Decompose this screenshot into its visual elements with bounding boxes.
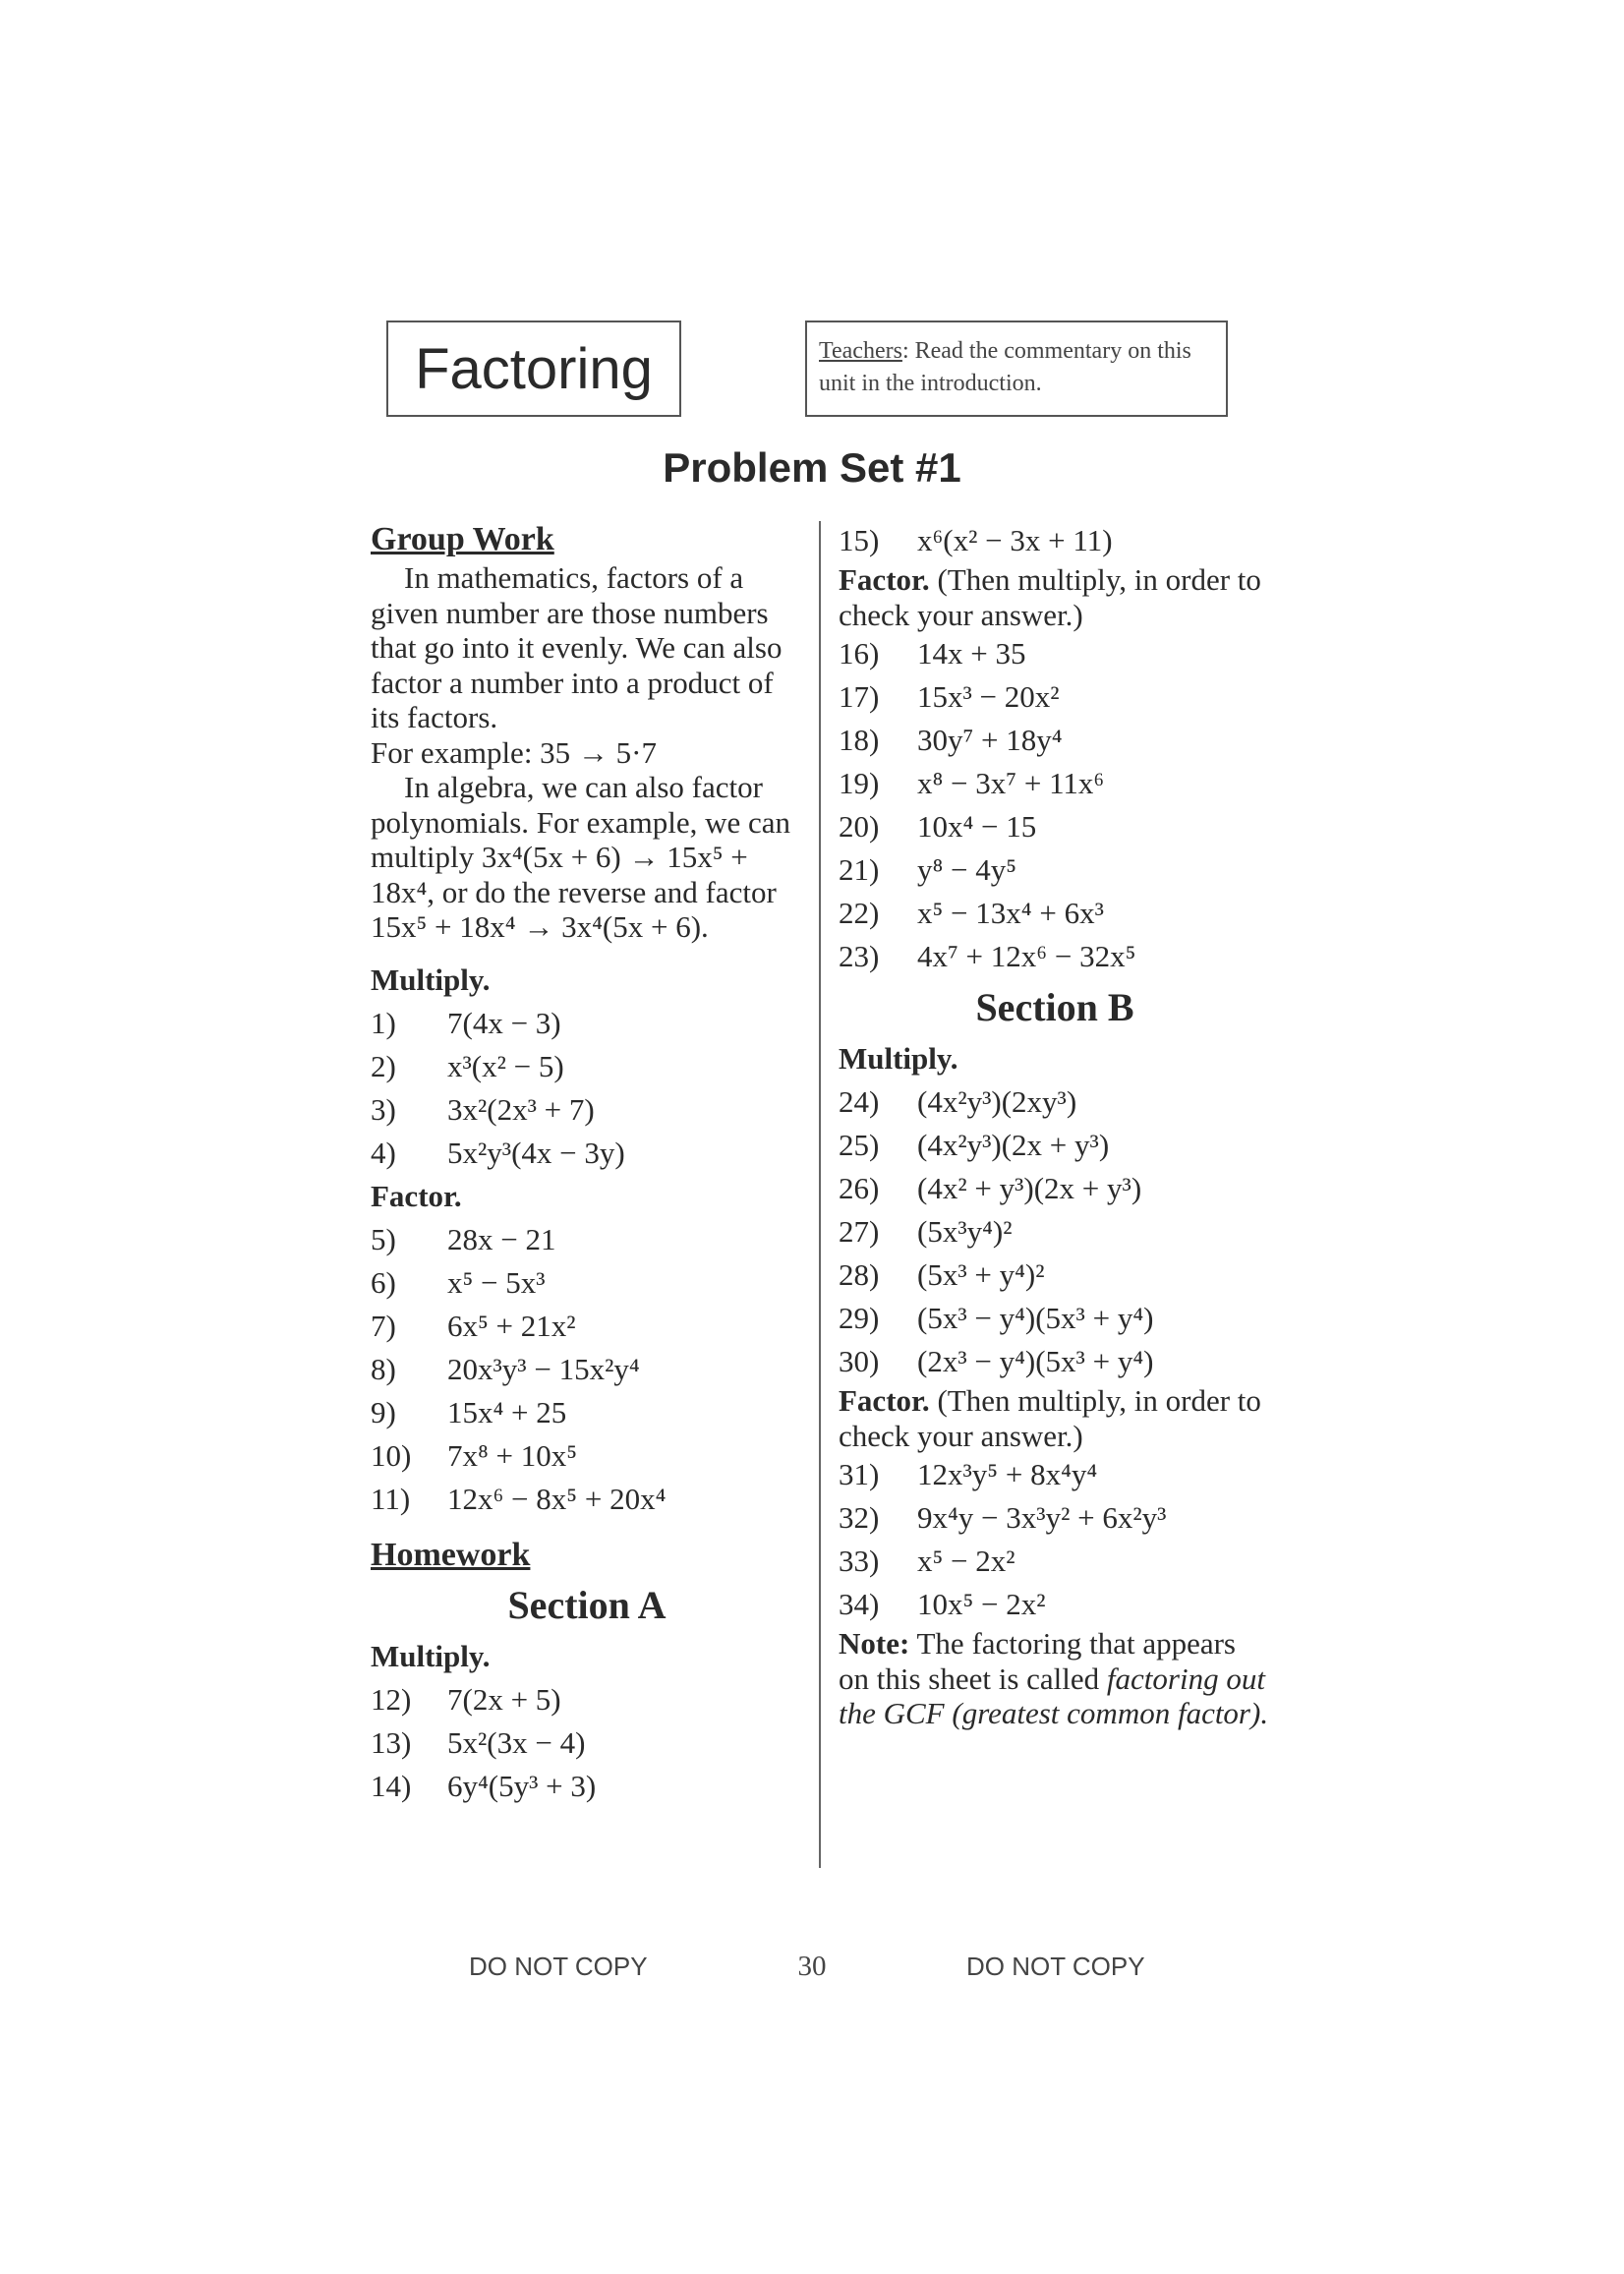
group-work-intro — [371, 560, 803, 945]
problem-item — [839, 805, 1271, 848]
teacher-note-text: : Read the commentary on this unit in the introduction. — [819, 338, 1191, 396]
problem-number: 10) — [371, 1437, 412, 1473]
problem-number: 14) — [371, 1768, 412, 1803]
problem-item — [839, 1540, 1271, 1583]
factor-instruction-2 — [839, 1383, 1271, 1453]
problem-expression: x⁵ − 5x³ — [447, 1264, 546, 1300]
problem-expression: (5x³ + y⁴)² — [917, 1257, 1045, 1293]
problem-set-heading: Problem Set #1 — [663, 444, 961, 491]
note-text: The factoring that appears on this sheet is called — [839, 1626, 1236, 1696]
problem-item — [371, 1765, 803, 1808]
problem-item — [371, 1132, 803, 1175]
group-work-heading: Group Work — [371, 521, 554, 557]
problem-expression: 7x⁸ + 10x⁵ — [447, 1437, 578, 1473]
problem-expression: 7(2x + 5) — [447, 1681, 561, 1717]
left-column — [371, 519, 803, 1808]
teacher-note — [805, 321, 1228, 417]
problem-number: 15) — [839, 523, 880, 558]
problem-number: 28) — [839, 1257, 880, 1293]
problem-expression: 15x⁴ + 25 — [447, 1394, 567, 1429]
problem-number: 30) — [839, 1344, 880, 1379]
problem-item — [371, 1678, 803, 1721]
problem-item — [839, 1167, 1271, 1210]
page-number: 30 — [797, 1951, 827, 1982]
problem-number: 6) — [371, 1264, 396, 1300]
problem-item — [371, 1088, 803, 1132]
problem-expression: 20x³y³ − 15x²y⁴ — [447, 1351, 640, 1386]
problem-item — [371, 1348, 803, 1391]
problem-expression: 9x⁴y − 3x³y² + 6x²y³ — [917, 1500, 1167, 1536]
problem-expression: x⁵ − 2x² — [917, 1544, 1015, 1579]
factor-instruction-1 — [839, 562, 1271, 632]
problem-expression: (2x³ − y⁴)(5x³ + y⁴) — [917, 1344, 1154, 1379]
problem-number: 1) — [371, 1005, 396, 1040]
problem-expression: 3x²(2x³ + 7) — [447, 1091, 595, 1127]
note-italic: factoring out the GCF (greatest common factor). — [839, 1661, 1269, 1730]
problem-number: 2) — [371, 1048, 396, 1083]
problem-number: 3) — [371, 1091, 396, 1127]
problem-expression: 12x⁶ − 8x⁵ + 20x⁴ — [447, 1481, 667, 1516]
problem-item — [371, 1218, 803, 1261]
problem-item — [371, 1434, 803, 1478]
problem-number: 31) — [839, 1457, 880, 1492]
footer-right: DO NOT COPY — [966, 1952, 1145, 1981]
problem-expression: 6y⁴(5y³ + 3) — [447, 1768, 597, 1803]
factor-label-1: Factor. — [371, 1178, 462, 1213]
problem-expression: 10x⁵ − 2x² — [917, 1587, 1046, 1622]
problem-expression: 30y⁷ + 18y⁴ — [917, 723, 1063, 758]
problem-expression: 10x⁴ − 15 — [917, 809, 1037, 845]
problem-number: 33) — [839, 1544, 880, 1579]
problem-number: 12) — [371, 1681, 412, 1717]
intro-paragraph-2: In algebra, we can also factor polynomials. For example, we can multiply 3x⁴(5x + 6) → 15x⁵ + 18x⁴, or do the reverse and factor 15x⁵ + 18x⁴ → 3x⁴(5x + 6). — [371, 770, 791, 944]
multiply-label-1: Multiply. — [371, 962, 491, 997]
problem-expression: (4x²y³)(2x + y³) — [917, 1128, 1110, 1163]
problem-expression: 14x + 35 — [917, 636, 1026, 671]
gcf-note — [839, 1626, 1271, 1731]
problem-item — [839, 848, 1271, 892]
problem-number: 32) — [839, 1500, 880, 1536]
problem-expression: y⁸ − 4y⁵ — [917, 852, 1017, 888]
problem-expression: 28x − 21 — [447, 1221, 556, 1256]
problem-number: 8) — [371, 1351, 396, 1386]
problem-number: 20) — [839, 809, 880, 845]
problem-item — [371, 1478, 803, 1521]
teacher-note-label: Teachers — [819, 338, 902, 364]
problem-number: 5) — [371, 1221, 396, 1256]
section-b-heading: Section B — [975, 985, 1134, 1029]
problem-expression: 7(4x − 3) — [447, 1005, 561, 1040]
problem-item — [839, 1453, 1271, 1496]
problem-item — [839, 675, 1271, 719]
problem-number: 23) — [839, 939, 880, 974]
multiply-label-2: Multiply. — [371, 1638, 491, 1673]
problem-number: 13) — [371, 1724, 412, 1760]
problem-number: 11) — [371, 1481, 411, 1516]
factor-label-2: Factor. — [839, 562, 930, 597]
footer-left: DO NOT COPY — [469, 1952, 648, 1981]
problem-number: 26) — [839, 1171, 880, 1206]
factor-check-text-1: (Then multiply, in order to check your answer.) — [839, 562, 1261, 632]
problem-number: 17) — [839, 679, 880, 715]
problem-expression: 6x⁵ + 21x² — [447, 1308, 576, 1343]
problem-number: 25) — [839, 1128, 880, 1163]
problem-item — [839, 1254, 1271, 1297]
problem-item — [839, 1340, 1271, 1383]
problem-item — [371, 1305, 803, 1348]
problem-item — [371, 1002, 803, 1045]
title-box — [386, 321, 681, 417]
page-title: Factoring — [415, 336, 653, 401]
problem-expression: x⁶(x² − 3x + 11) — [917, 523, 1113, 558]
problem-item — [371, 1721, 803, 1765]
problem-item — [371, 1261, 803, 1305]
problem-item — [371, 1391, 803, 1434]
factor-check-text-2: (Then multiply, in order to check your answer.) — [839, 1383, 1261, 1453]
intro-example-1: For example: 35 → 5·7 — [371, 734, 658, 770]
problem-number: 7) — [371, 1308, 396, 1343]
problem-number: 22) — [839, 896, 880, 931]
problem-item — [839, 519, 1271, 562]
problem-item — [839, 935, 1271, 978]
problem-item — [839, 1124, 1271, 1167]
problem-item — [839, 1583, 1271, 1626]
problem-number: 16) — [839, 636, 880, 671]
homework-heading: Homework — [371, 1536, 531, 1573]
note-label: Note: — [839, 1626, 910, 1661]
problem-item — [839, 719, 1271, 762]
intro-paragraph-1: In mathematics, factors of a given number are those numbers that go into it evenly. We can also factor a number into a product of its factors. — [371, 560, 783, 734]
problem-expression: 5x²y³(4x − 3y) — [447, 1135, 625, 1170]
problem-item — [839, 1080, 1271, 1124]
problem-number: 27) — [839, 1214, 880, 1250]
factor-label-3: Factor. — [839, 1383, 930, 1418]
problem-number: 18) — [839, 723, 880, 758]
problem-item — [839, 892, 1271, 935]
problem-number: 4) — [371, 1135, 396, 1170]
problem-number: 21) — [839, 852, 880, 888]
problem-item — [371, 1045, 803, 1088]
problem-item — [839, 1210, 1271, 1254]
problem-expression: (4x² + y³)(2x + y³) — [917, 1171, 1142, 1206]
problem-number: 29) — [839, 1301, 880, 1336]
problem-expression: 15x³ − 20x² — [917, 679, 1060, 715]
problem-item — [839, 632, 1271, 675]
problem-number: 34) — [839, 1587, 880, 1622]
problem-expression: x⁸ − 3x⁷ + 11x⁶ — [917, 766, 1105, 801]
problem-expression: 4x⁷ + 12x⁶ − 32x⁵ — [917, 939, 1136, 974]
problem-number: 9) — [371, 1394, 396, 1429]
problem-number: 24) — [839, 1084, 880, 1120]
problem-expression: 12x³y⁵ + 8x⁴y⁴ — [917, 1457, 1098, 1492]
problem-item — [839, 762, 1271, 805]
problem-expression: x³(x² − 5) — [447, 1048, 564, 1083]
column-divider — [819, 521, 821, 1868]
problem-item — [839, 1297, 1271, 1340]
problem-expression: (5x³ − y⁴)(5x³ + y⁴) — [917, 1301, 1154, 1336]
right-column — [839, 519, 1271, 1731]
problem-expression: 5x²(3x − 4) — [447, 1724, 586, 1760]
problem-expression: x⁵ − 13x⁴ + 6x³ — [917, 896, 1104, 931]
problem-number: 19) — [839, 766, 880, 801]
section-a-heading: Section A — [507, 1582, 667, 1627]
multiply-label-3: Multiply. — [839, 1041, 958, 1076]
problem-item — [839, 1496, 1271, 1540]
problem-expression: (4x²y³)(2xy³) — [917, 1084, 1077, 1120]
problem-expression: (5x³y⁴)² — [917, 1214, 1013, 1250]
